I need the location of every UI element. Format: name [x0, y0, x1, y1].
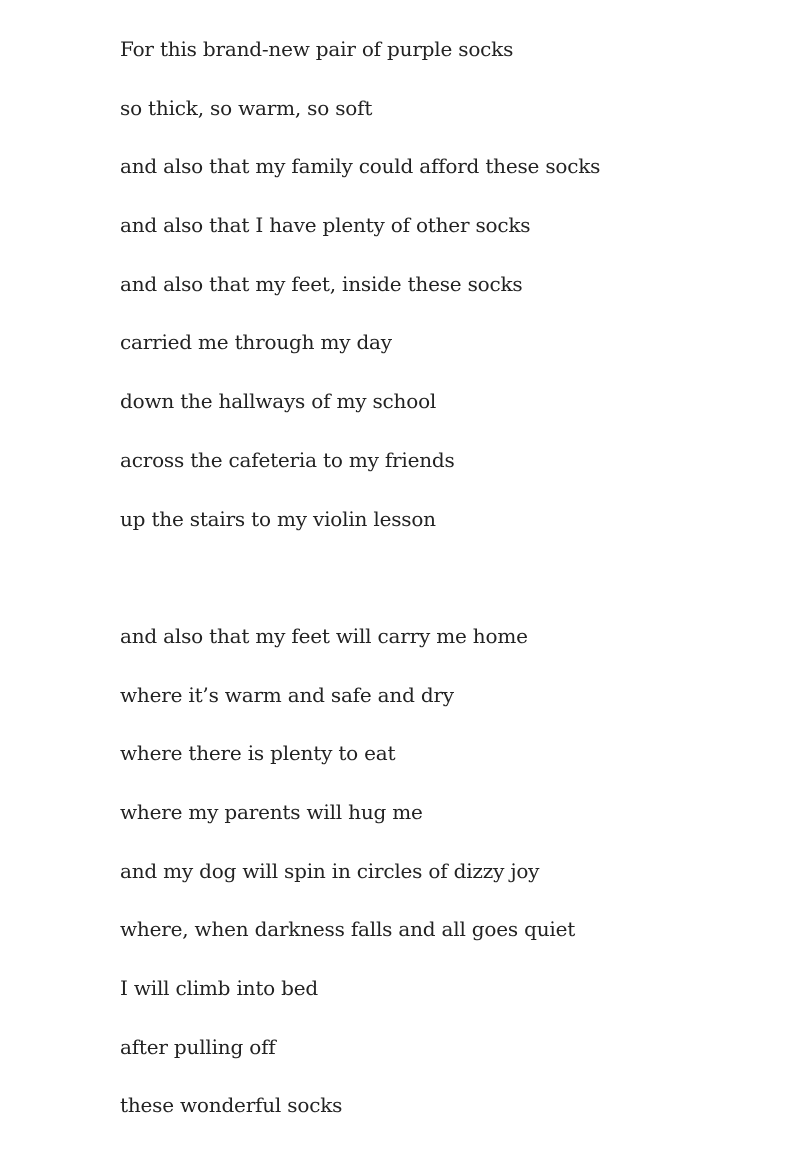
poem-line: and also that my family could afford these socks	[120, 154, 601, 179]
poem-line: and also that my feet will carry me home	[120, 623, 528, 648]
poem-line: and also that my feet, inside these socks	[120, 271, 523, 296]
poem-line: so thick, so warm, so soft	[120, 95, 373, 120]
poem-line: across the cafeteria to my friends	[120, 447, 455, 472]
poem-line: up the stairs to my violin lesson	[120, 506, 436, 531]
poem-line: where my parents will hug me	[120, 799, 423, 824]
poem-line: down the hallways of my school	[120, 389, 437, 414]
poem-text	[120, 35, 600, 1150]
poem-line: and my dog will spin in circles of dizzy joy	[120, 858, 540, 883]
poem-line: I will climb into bed	[120, 976, 318, 1000]
stanza-break	[120, 563, 600, 622]
poem-line: carried me through my day	[120, 330, 392, 355]
poem-line: where there is plenty to eat	[120, 741, 396, 766]
poem-line: For this brand-new pair of purple socks	[120, 37, 514, 61]
poem-line: and also that I have plenty of other socks	[120, 213, 531, 238]
poem-line: these wonderful socks	[120, 1093, 343, 1118]
poem-line: where, when darkness falls and all goes quiet	[120, 917, 576, 942]
poem-line: after pulling off	[120, 1034, 276, 1059]
poem-line: where it’s warm and safe and dry	[120, 682, 454, 707]
